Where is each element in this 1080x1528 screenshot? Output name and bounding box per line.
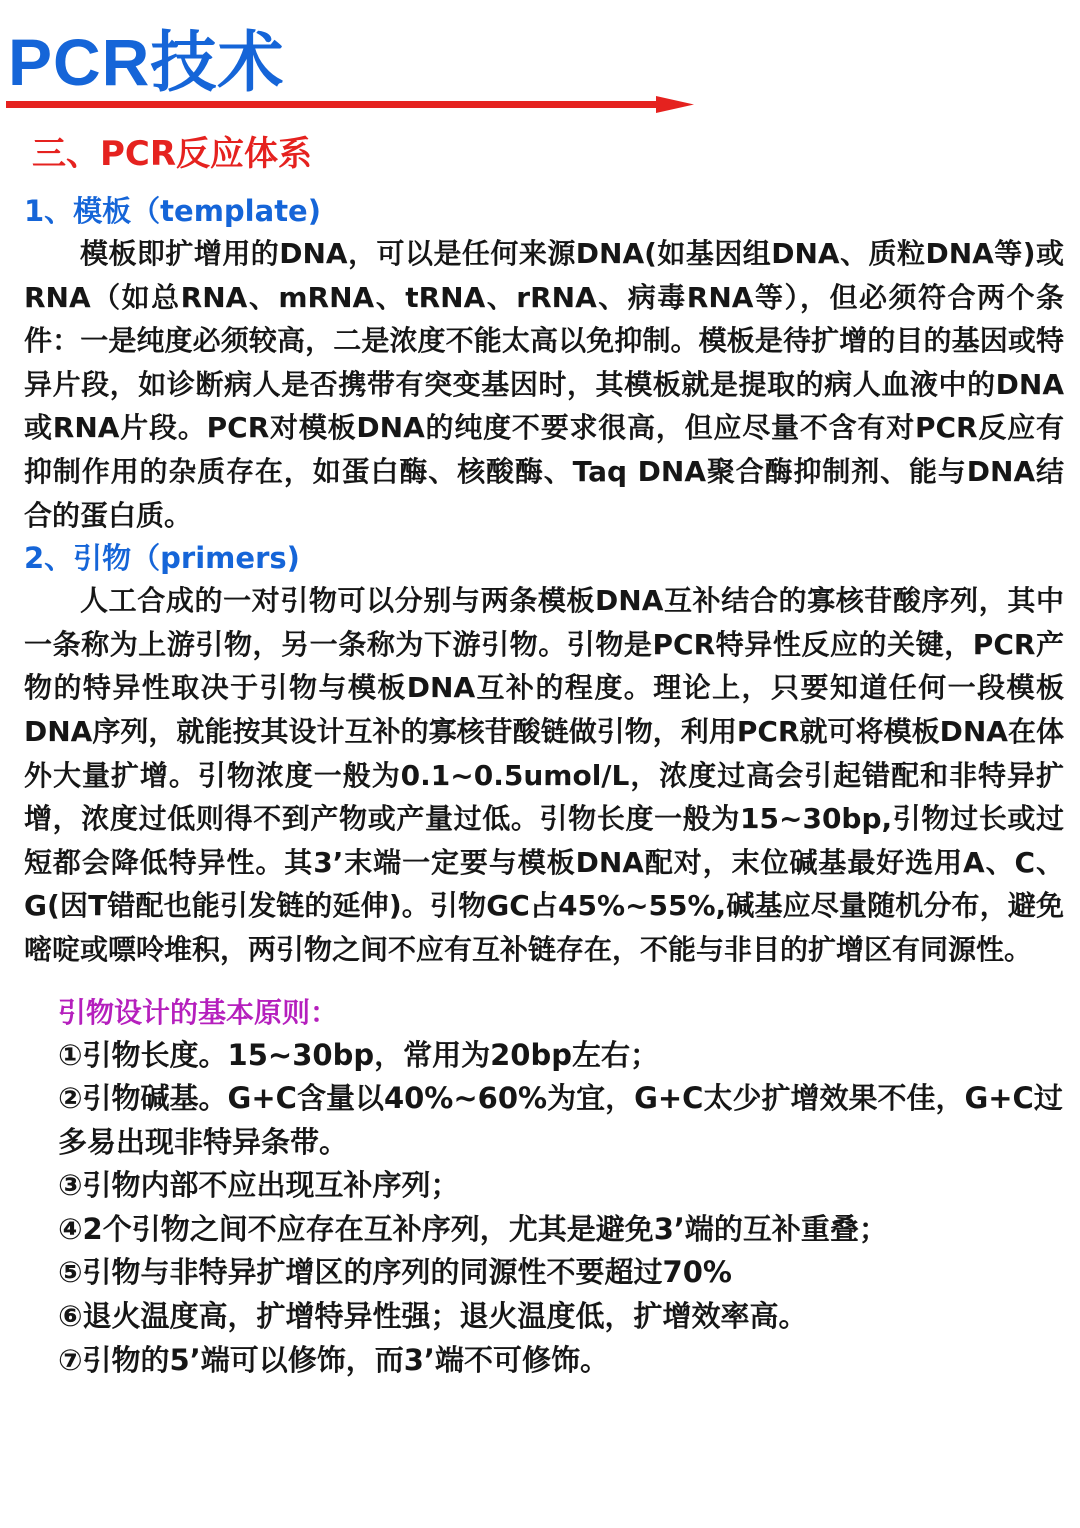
arrow-head	[656, 96, 694, 113]
principle-item: ⑦引物的5’端可以修饰，而3’端不可修饰。	[58, 1342, 609, 1377]
primers-heading: 2、引物（primers)	[24, 541, 300, 576]
primer-design-principles	[24, 992, 1064, 1383]
principles-title: 引物设计的基本原则：	[58, 995, 339, 1029]
template-paragraph: 模板即扩增用的DNA，可以是任何来源DNA(如基因组DNA、质粒DNA等)或RNA（如总RNA、mRNA、tRNA、rRNA、病毒RNA等），但必须符合两个条件：一是纯度必须较高，二是浓度不能太高以免抑制。模板是待扩增的目的基因或特异片段，如诊断病人是否携带有突变基因时，其模板就是提取的病人血液中的DNA或RNA片段。PCR对模板DNA的纯度不要求很高，但应尽量不含有对PCR反应有抑制作用的杂质存在，如蛋白酶、核酸酶、Taq DNA聚合酶抑制剂、能与DNA结合的蛋白质。	[24, 237, 1064, 532]
principle-item: ①引物长度。15~30bp，常用为20bp左右；	[58, 1037, 659, 1072]
principle-item: ⑥退火温度高，扩增特异性强；退火温度低，扩增效率高。	[58, 1299, 808, 1334]
principle-item: ②引物碱基。G+C含量以40%~60%为宜，G+C太少扩增效果不佳，G+C过多易出现非特异条带。	[58, 1081, 1063, 1159]
principle-item: ③引物内部不应出现互补序列；	[58, 1168, 460, 1203]
title-underline-arrow	[6, 92, 696, 116]
document-body	[24, 190, 1064, 1382]
template-heading: 1、模板（template)	[24, 194, 321, 228]
section-heading: 三、PCR反应体系	[32, 134, 313, 174]
page-title: PCR技术	[8, 25, 285, 99]
principle-item: ⑤引物与非特异扩增区的序列的同源性不要超过70%	[58, 1255, 732, 1290]
arrow-shaft	[6, 101, 661, 108]
principle-item: ④2个引物之间不应存在互补序列，尤其是避免3’端的互补重叠；	[58, 1211, 888, 1246]
primers-paragraph: 人工合成的一对引物可以分别与两条模板DNA互补结合的寡核苷酸序列，其中一条称为上游引物，另一条称为下游引物。引物是PCR特异性反应的关键，PCR产物的特异性取决于引物与模板DNA互补的程度。理论上，只要知道任何一段模板DNA序列，就能按其设计互补的寡核苷酸链做引物，利用PCR就可将模板DNA在体外大量扩增。引物浓度一般为0.1~0.5umol/L，浓度过高会引起错配和非特异扩增，浓度过低则得不到产物或产量过低。引物长度一般为15~30bp,引物过长或过短都会降低特异性。其3’末端一定要与模板DNA配对，末位碱基最好选用A、C、G(因T错配也能引发链的延伸)。引物GC占45%~55%,碱基应尽量随机分布，避免嘧啶或嘌呤堆积，两引物之间不应有互补链存在，不能与非目的扩增区有同源性。	[24, 584, 1064, 966]
